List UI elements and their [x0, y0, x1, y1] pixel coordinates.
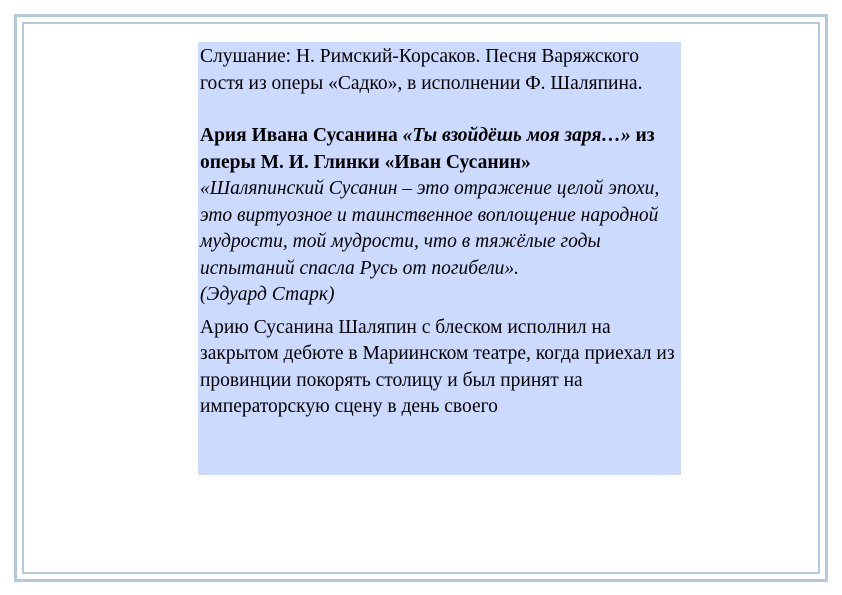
aria-title — [200, 123, 675, 176]
aria-title-part2: «Ты взойдёшь моя заря…» — [402, 125, 631, 146]
quote-author: (Эдуард Старк) — [200, 284, 335, 305]
paragraph-spacer — [200, 97, 675, 123]
quote-text: «Шаляпинский Сусанин – это отражение целой эпохи, это виртуозное и таинственное воплощение народной мудрости, той мудрости, что в тяжёлые годы испытаний спасла Русь от погибели». — [200, 178, 660, 279]
body-paragraph: Арию Сусанина Шаляпин с блеском исполнил на закрытом дебюте в Мариинском театре, когда приехал из провинции покорять столицу и был принят на императорскую сцену в день своего — [200, 316, 675, 417]
aria-title-part3: из оперы М. И. Глинки «Иван Сусанин» — [200, 125, 655, 173]
aria-title-part1: Ария Ивана Сусанина — [200, 125, 403, 146]
text-box[interactable] — [198, 42, 681, 475]
listening-paragraph: Слушание: Н. Римский-Корсаков. Песня Варяжского гостя из оперы «Садко», в исполнении Ф. Шаляпина. — [200, 46, 643, 94]
